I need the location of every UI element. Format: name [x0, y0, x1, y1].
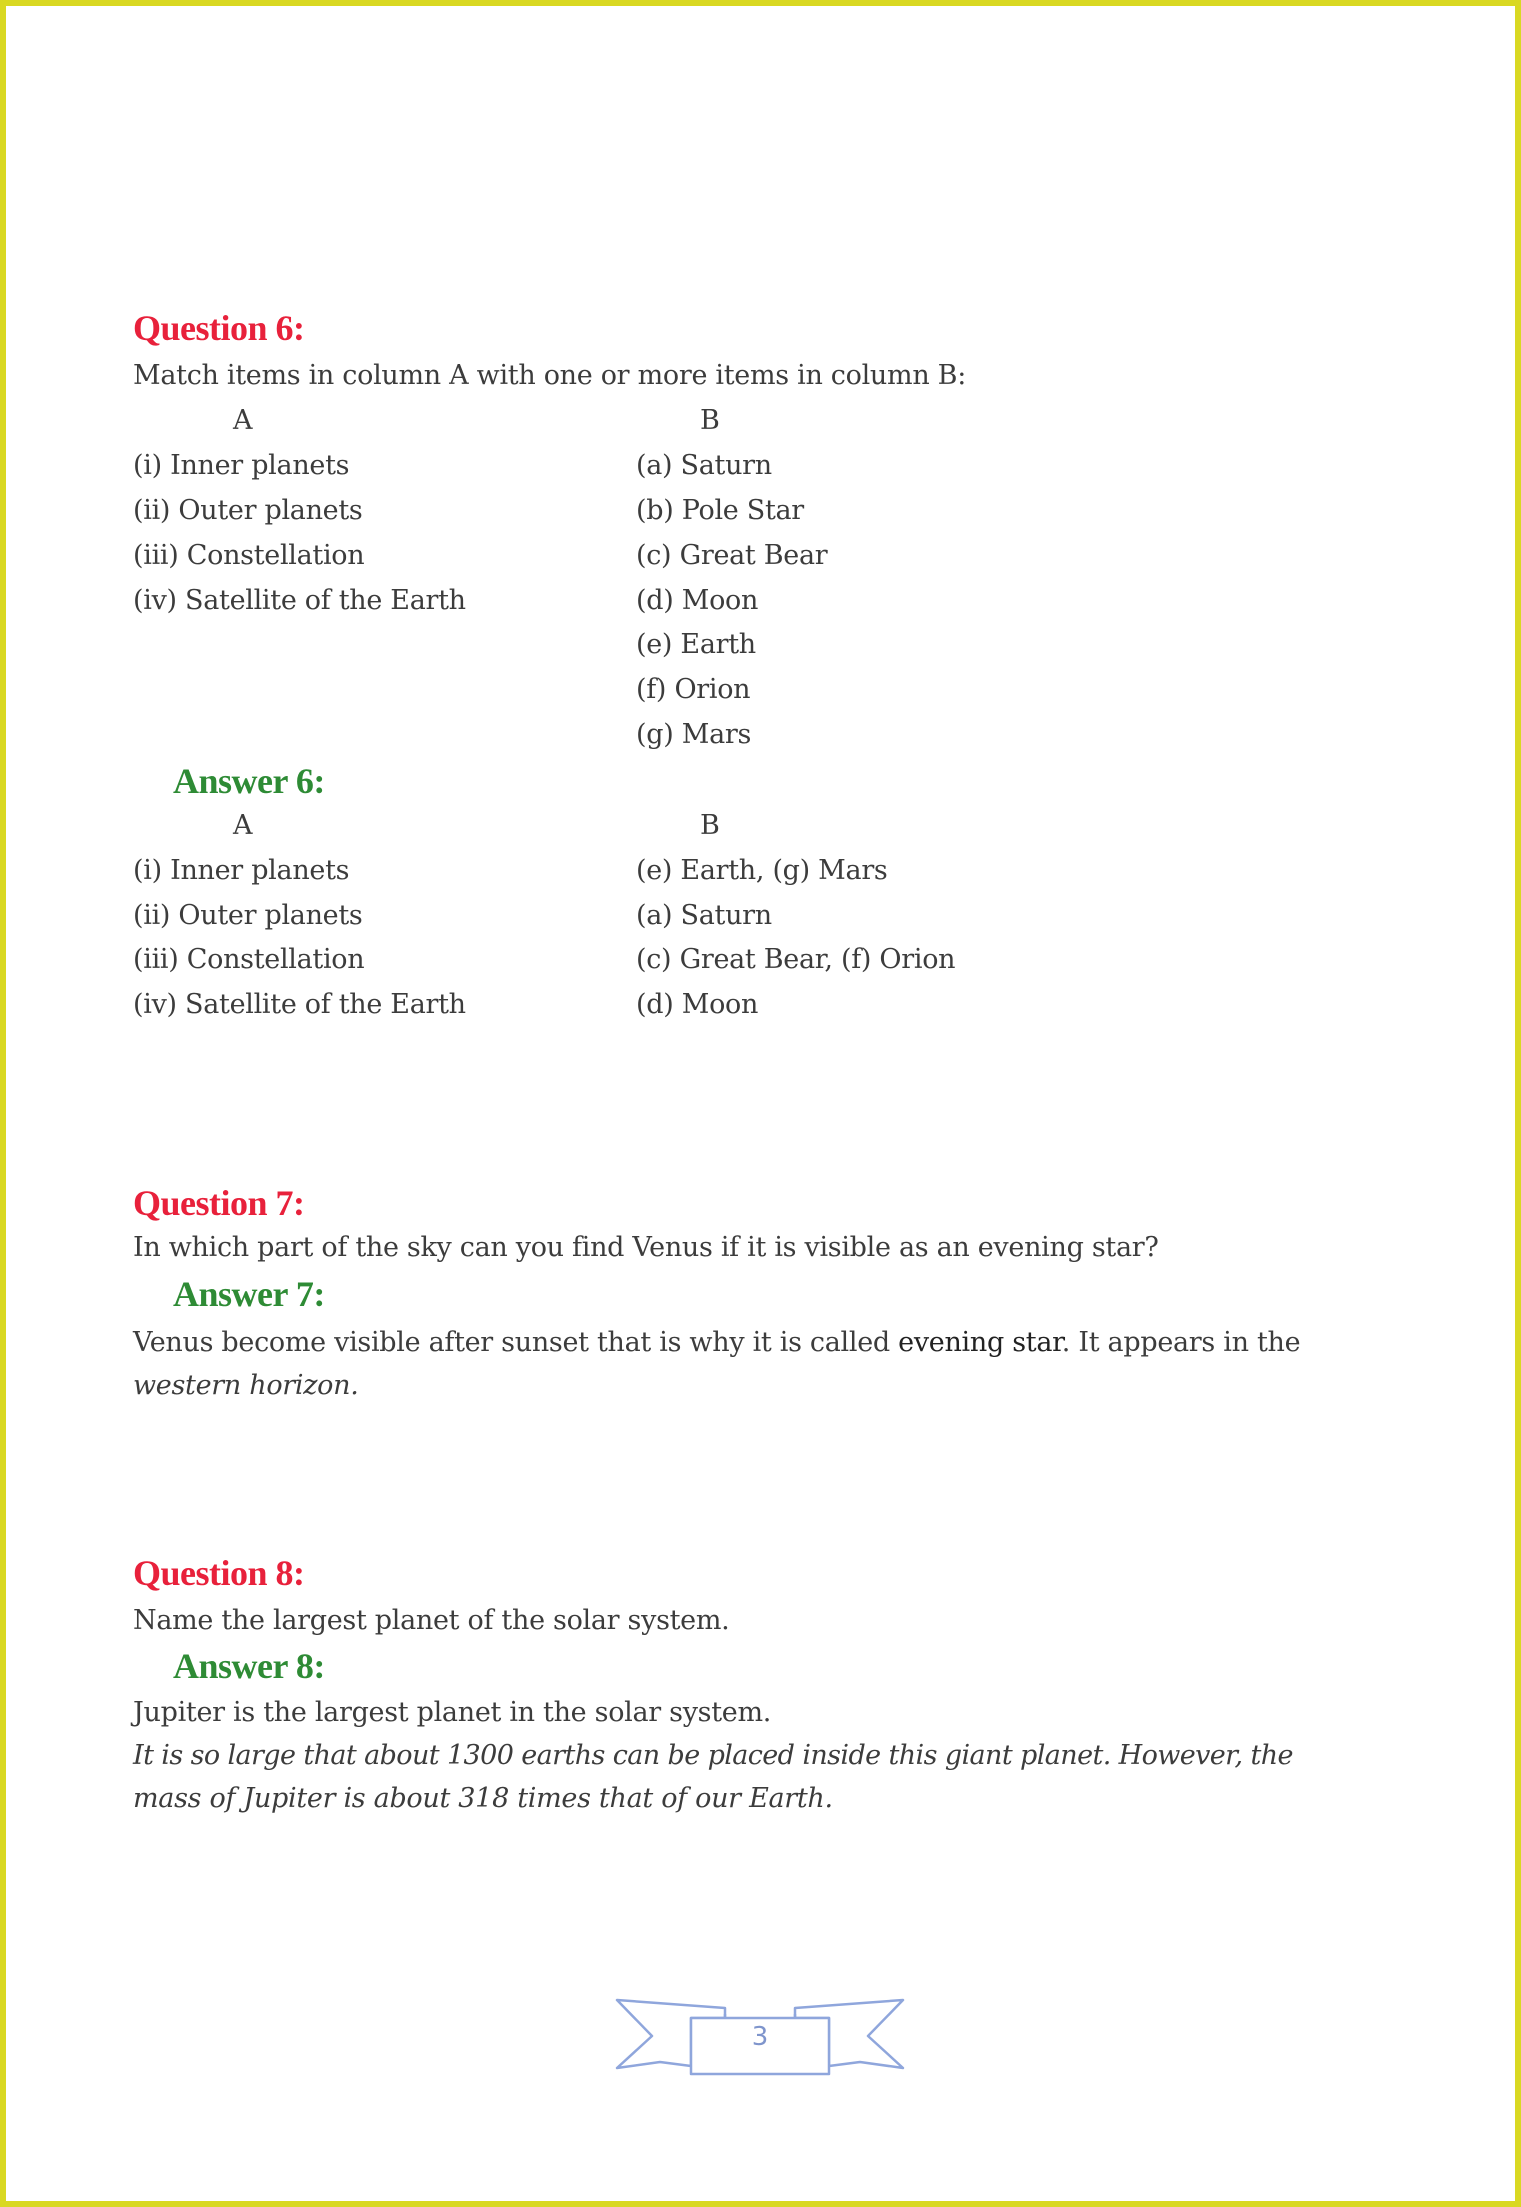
q6-col-b-item: (b) Pole Star — [636, 495, 804, 526]
a6-col-a-item: (i) Inner planets — [133, 855, 350, 886]
a6-col-b-item: (a) Saturn — [636, 900, 772, 931]
a6-col-b-item: (e) Earth, (g) Mars — [636, 855, 888, 886]
a6-col-a-item: (iv) Satellite of the Earth — [133, 989, 466, 1020]
question-6-prompt: Match items in column A with one or more items in column B: — [133, 360, 967, 391]
a6-column-a-header: A — [233, 810, 253, 841]
answer-8-line-3: mass of Jupiter is about 318 times that of our Earth. — [133, 1783, 833, 1814]
answer-7-text: Venus become visible after sunset that is why it is called — [133, 1327, 899, 1358]
question-8-prompt: Name the largest planet of the solar system. — [133, 1605, 730, 1636]
answer-7-line-1 — [133, 1329, 1300, 1356]
answer-7-line-2: western horizon. — [133, 1370, 359, 1401]
q6-col-b-item: (d) Moon — [636, 585, 759, 616]
q6-col-b-item: (c) Great Bear — [636, 540, 828, 571]
q6-col-b-item: (f) Orion — [636, 674, 751, 705]
q6-column-b-header: B — [700, 405, 720, 436]
question-8-heading: Question 8: — [133, 1553, 305, 1593]
answer-8-line-1: Jupiter is the largest planet in the solar system. — [133, 1697, 772, 1728]
answer-8-line-2: It is so large that about 1300 earths can be placed inside this giant planet. However, the — [133, 1740, 1293, 1771]
q6-col-a-item: (iv) Satellite of the Earth — [133, 585, 466, 616]
answer-8-heading: Answer 8: — [173, 1646, 325, 1686]
question-7-prompt: In which part of the sky can you find Venus if it is visible as an evening star? — [133, 1232, 1159, 1263]
a6-col-b-item: (c) Great Bear, (f) Orion — [636, 944, 956, 975]
page-number: 3 — [751, 2022, 769, 2052]
q6-col-b-item: (a) Saturn — [636, 450, 772, 481]
q6-col-a-item: (iii) Constellation — [133, 540, 365, 571]
question-6-heading: Question 6: — [133, 308, 305, 348]
q6-col-b-item: (e) Earth — [636, 629, 756, 660]
q6-col-a-item: (i) Inner planets — [133, 450, 350, 481]
answer-6-heading: Answer 6: — [173, 761, 325, 801]
q6-column-a-header: A — [233, 405, 253, 436]
answer-7-text-end: . It appears in the — [1061, 1327, 1301, 1358]
q6-col-b-item: (g) Mars — [636, 719, 752, 750]
a6-col-a-item: (iii) Constellation — [133, 944, 365, 975]
question-7-heading: Question 7: — [133, 1183, 305, 1223]
a6-column-b-header: B — [700, 810, 720, 841]
a6-col-a-item: (ii) Outer planets — [133, 900, 363, 931]
a6-col-b-item: (d) Moon — [636, 989, 759, 1020]
answer-7-emphasis: evening star — [898, 1327, 1062, 1358]
answer-7-heading: Answer 7: — [173, 1274, 325, 1314]
q6-col-a-item: (ii) Outer planets — [133, 495, 363, 526]
